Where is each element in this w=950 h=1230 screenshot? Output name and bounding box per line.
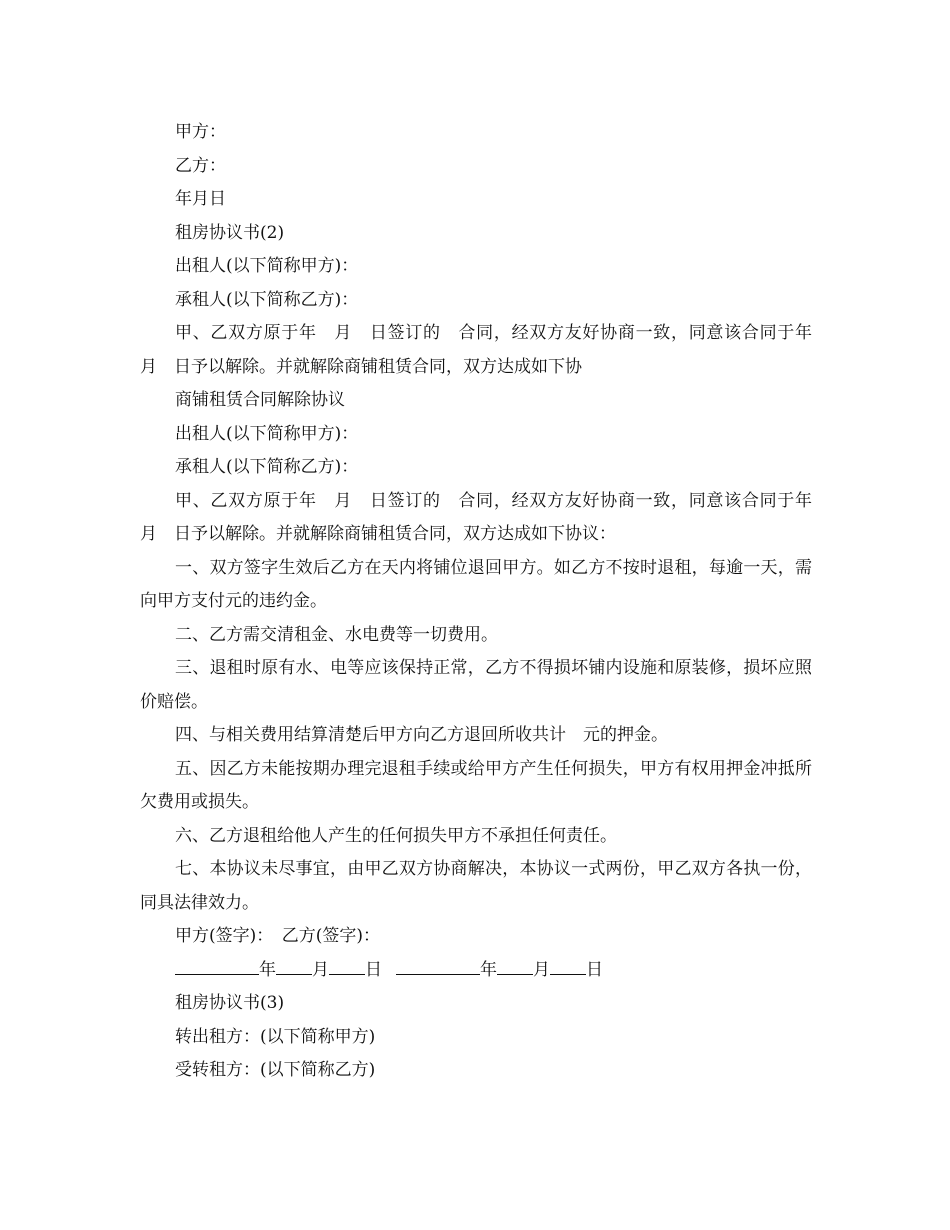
- signature-date-line: [140, 954, 812, 988]
- document-body: [140, 116, 829, 1088]
- signature-line: 甲方(签字)： 乙方(签字)：: [175, 926, 381, 946]
- date-month-2: 月: [533, 959, 550, 980]
- date-year-2: 年: [480, 959, 497, 980]
- date-label: 年月日: [175, 189, 226, 209]
- termination-intro: 甲、乙双方原于年 月 日签订的 合同，经双方友好协商一致，同意该合同于年 月 日予以解除。并就解除商铺租赁合同，双方达成如下协: [140, 323, 829, 377]
- date-blank: [329, 954, 365, 975]
- lessor-label-2: 出租人(以下简称甲方)：: [175, 423, 359, 444]
- section-title-2: 租房协议书(2): [175, 222, 285, 243]
- clause-7: 七、本协议未尽事宜，由甲乙双方协商解决，本协议一式两份，甲乙双方各执一份，同具法律效力。: [140, 859, 812, 913]
- date-blank: [550, 954, 586, 975]
- party-b-label: 乙方：: [175, 155, 226, 176]
- lessor-label: 出租人(以下简称甲方)：: [175, 256, 359, 276]
- sublessor-label: 转出租方：(以下简称甲方): [175, 1026, 376, 1047]
- lessee-label: 承租人(以下简称乙方)：: [175, 289, 359, 310]
- clause-2: 二、乙方需交清租金、水电费等一切费用。: [175, 624, 498, 645]
- date-blank: [497, 954, 533, 975]
- clause-5: 五、因乙方未能按期办理完退租手续或给甲方产生任何损失，甲方有权用押金冲抵所欠费用或损失。: [140, 758, 812, 812]
- date-blank: [175, 954, 259, 975]
- date-blank: [396, 954, 480, 975]
- sublessee-label: 受转租方：(以下简称乙方): [175, 1060, 376, 1080]
- date-day: 日: [365, 959, 382, 980]
- clause-1: 一、双方签字生效后乙方在天内将铺位退回甲方。如乙方不按时退租，每逾一天，需向甲方支付元的违约金。: [140, 557, 812, 611]
- termination-intro-2: 甲、乙双方原于年 月 日签订的 合同，经双方友好协商一致，同意该合同于年 月 日予以解除。并就解除商铺租赁合同，双方达成如下协议：: [140, 490, 829, 544]
- agreement-title: 商铺租赁合同解除协议: [175, 390, 345, 410]
- lessee-label-2: 承租人(以下简称乙方)：: [175, 457, 359, 477]
- party-a-label: 甲方：: [175, 122, 226, 142]
- date-month: 月: [312, 959, 329, 980]
- clause-6: 六、乙方退租给他人产生的任何损失甲方不承担任何责任。: [175, 825, 617, 846]
- date-year: 年: [259, 959, 276, 980]
- clause-3: 三、退租时原有水、电等应该保持正常，乙方不得损坏铺内设施和原装修，损坏应照价赔偿。: [140, 658, 812, 712]
- clause-4: 四、与相关费用结算清楚后甲方向乙方退回所收共计 元的押金。: [175, 725, 668, 745]
- date-blank: [276, 954, 312, 975]
- section-title-3: 租房协议书(3): [175, 993, 285, 1013]
- date-day-2: 日: [586, 959, 603, 980]
